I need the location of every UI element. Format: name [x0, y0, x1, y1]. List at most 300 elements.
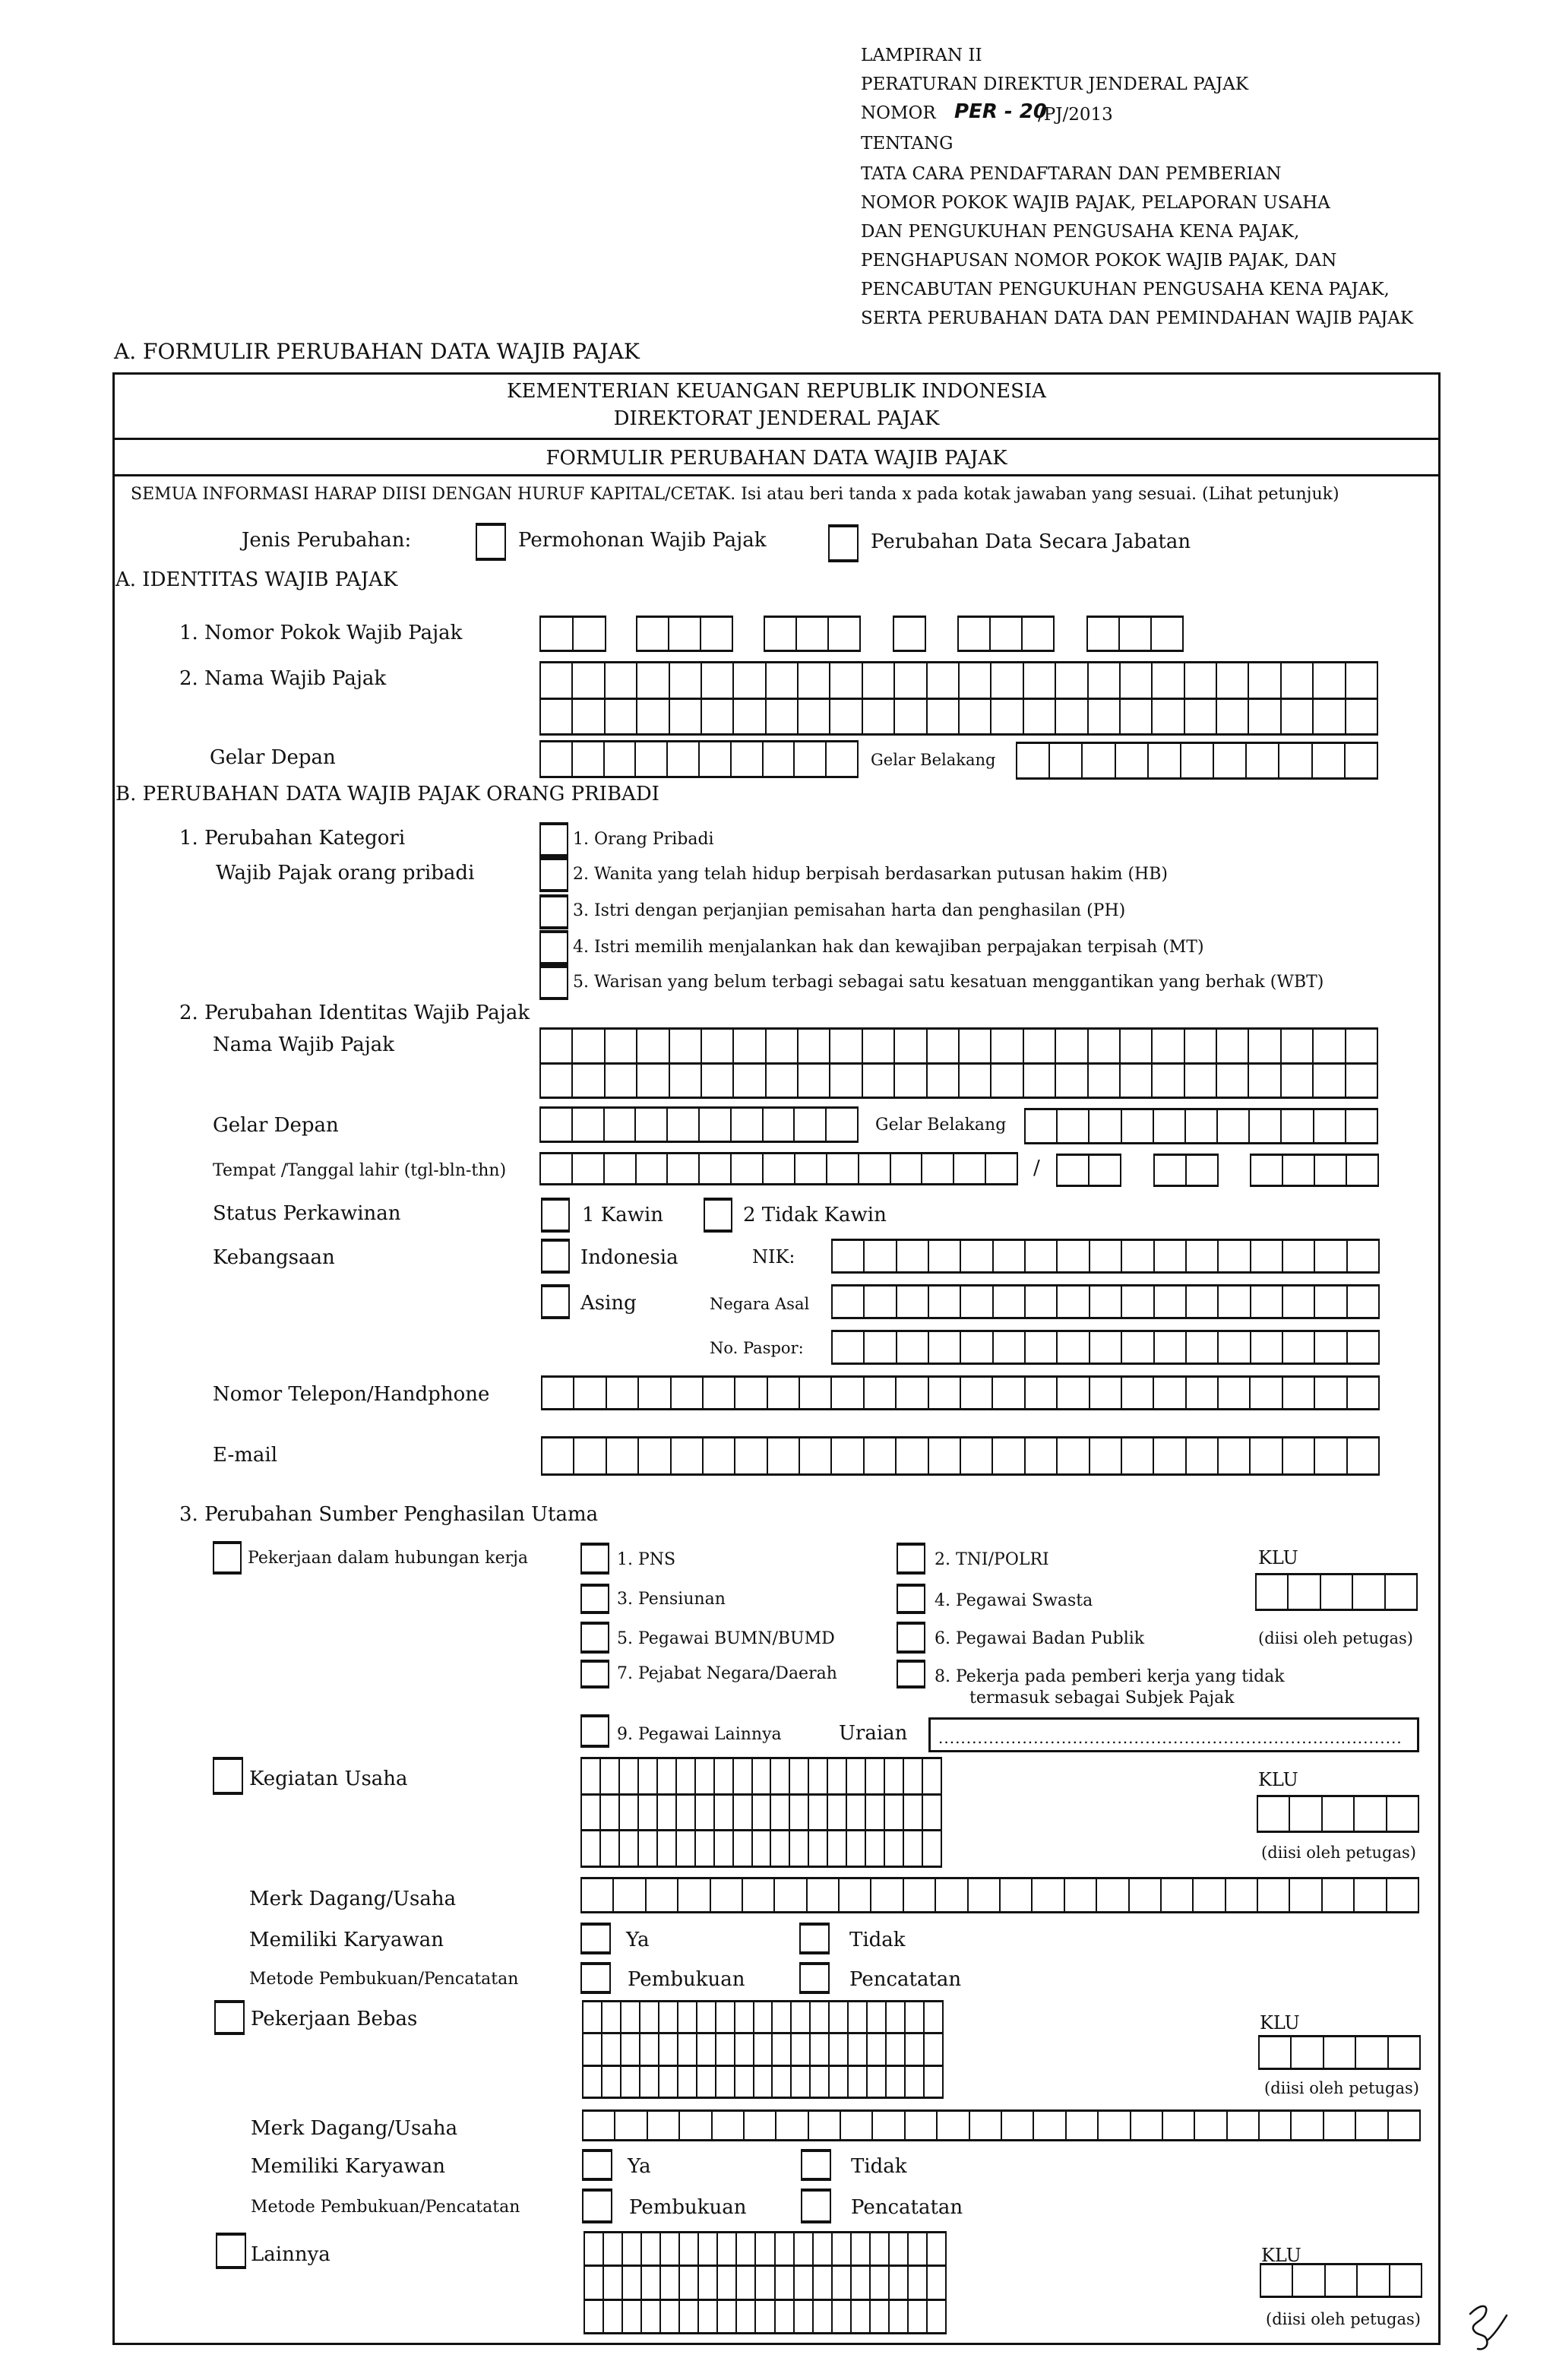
char-box[interactable]	[1187, 1378, 1219, 1410]
char-box[interactable]	[677, 1831, 696, 1868]
char-box[interactable]	[1122, 1332, 1154, 1365]
negara-asal-grid[interactable]	[831, 1284, 1380, 1319]
char-box[interactable]	[1162, 1879, 1194, 1913]
char-box[interactable]	[991, 1065, 1023, 1100]
char-box[interactable]	[1228, 2112, 1260, 2141]
char-box[interactable]	[1122, 1438, 1154, 1476]
pembukuan-checkbox-2[interactable]	[582, 2189, 612, 2223]
char-box[interactable]	[938, 2112, 969, 2141]
jabatan-checkbox[interactable]	[828, 524, 859, 562]
char-box[interactable]	[1026, 1332, 1058, 1365]
char-box[interactable]	[1226, 1879, 1258, 1913]
char-box[interactable]	[790, 1831, 809, 1868]
char-box[interactable]	[642, 2301, 661, 2334]
char-box[interactable]	[929, 1438, 961, 1476]
char-box[interactable]	[639, 1438, 671, 1476]
char-box[interactable]	[1056, 1065, 1088, 1100]
char-box[interactable]	[1282, 700, 1314, 736]
char-box[interactable]	[1195, 2112, 1227, 2141]
char-box[interactable]	[814, 2233, 833, 2267]
char-box[interactable]	[1217, 1030, 1249, 1065]
char-box[interactable]	[1346, 700, 1378, 736]
char-box[interactable]	[1026, 1438, 1058, 1476]
char-box[interactable]	[541, 1154, 573, 1185]
char-box[interactable]	[607, 1378, 639, 1410]
char-box[interactable]	[1154, 1110, 1186, 1144]
char-box[interactable]	[790, 1759, 809, 1796]
char-box[interactable]	[768, 1438, 800, 1476]
nama-wp-grid[interactable]	[539, 661, 1378, 736]
char-box[interactable]	[639, 1796, 658, 1832]
char-box[interactable]	[702, 700, 734, 736]
char-box[interactable]	[670, 700, 702, 736]
char-box[interactable]	[795, 1109, 827, 1143]
char-box[interactable]	[904, 1831, 923, 1868]
char-box[interactable]	[715, 1759, 734, 1796]
char-box[interactable]	[928, 2301, 947, 2334]
char-box[interactable]	[764, 1109, 795, 1143]
char-box[interactable]	[672, 1378, 704, 1410]
char-box[interactable]	[863, 1030, 895, 1065]
char-box[interactable]	[1001, 1879, 1033, 1913]
char-box[interactable]	[659, 2034, 678, 2066]
char-box[interactable]	[702, 1030, 734, 1065]
char-box[interactable]	[960, 1065, 991, 1100]
char-box[interactable]	[929, 1332, 961, 1365]
char-box[interactable]	[601, 1831, 620, 1868]
char-box[interactable]	[743, 1879, 775, 1913]
char-box[interactable]	[1315, 1241, 1347, 1274]
char-box[interactable]	[809, 2112, 841, 2141]
char-box[interactable]	[795, 2301, 814, 2334]
char-box[interactable]	[1283, 1241, 1315, 1274]
char-box[interactable]	[906, 2034, 925, 2066]
char-box[interactable]	[954, 1154, 986, 1185]
char-box[interactable]	[1065, 1879, 1097, 1913]
char-box[interactable]	[1282, 1030, 1314, 1065]
char-box[interactable]	[754, 2002, 773, 2034]
char-box[interactable]	[661, 2267, 680, 2300]
char-box[interactable]	[637, 663, 669, 700]
char-box[interactable]	[1056, 1030, 1088, 1065]
char-box[interactable]	[970, 2112, 1002, 2141]
char-box[interactable]	[859, 1154, 891, 1185]
npwp-group-6[interactable]	[1086, 616, 1184, 652]
karyawan-tidak-checkbox-2[interactable]	[801, 2149, 831, 2181]
char-box[interactable]	[584, 2002, 602, 2034]
char-box[interactable]	[960, 663, 991, 700]
char-box[interactable]	[833, 2301, 852, 2334]
indonesia-checkbox[interactable]	[541, 1239, 570, 1274]
char-box[interactable]	[841, 2112, 873, 2141]
karyawan-ya-checkbox-2[interactable]	[582, 2149, 612, 2181]
char-box[interactable]	[865, 1287, 897, 1319]
char-box[interactable]	[1217, 663, 1249, 700]
pembukuan-checkbox-1[interactable]	[580, 1962, 611, 1994]
char-box[interactable]	[928, 1065, 960, 1100]
char-box[interactable]	[1187, 1332, 1219, 1365]
char-box[interactable]	[642, 2233, 661, 2267]
char-box[interactable]	[904, 1759, 923, 1796]
char-box[interactable]	[1121, 700, 1153, 736]
char-box[interactable]	[735, 2034, 754, 2066]
char-box[interactable]	[640, 2067, 659, 2099]
char-box[interactable]	[994, 1241, 1026, 1274]
char-box[interactable]	[776, 2301, 795, 2334]
char-box[interactable]	[925, 2034, 944, 2066]
char-box[interactable]	[584, 2034, 602, 2066]
char-box[interactable]	[928, 1030, 960, 1065]
char-box[interactable]	[1219, 1378, 1251, 1410]
char-box[interactable]	[887, 2002, 906, 2034]
char-box[interactable]	[814, 2267, 833, 2300]
paspor-grid[interactable]	[831, 1330, 1380, 1365]
klu-grid-3[interactable]	[1258, 2035, 1421, 2070]
char-box[interactable]	[1153, 663, 1184, 700]
char-box[interactable]	[605, 1154, 637, 1185]
char-box[interactable]	[925, 2002, 944, 2034]
char-box[interactable]	[737, 2301, 756, 2334]
char-box[interactable]	[1026, 1110, 1058, 1144]
char-box[interactable]	[715, 1796, 734, 1832]
asing-checkbox[interactable]	[541, 1284, 570, 1319]
char-box[interactable]	[668, 742, 700, 778]
char-box[interactable]	[574, 1438, 606, 1476]
char-box[interactable]	[897, 1438, 928, 1476]
char-box[interactable]	[573, 700, 605, 736]
char-box[interactable]	[800, 1378, 832, 1410]
char-box[interactable]	[827, 1154, 859, 1185]
char-box[interactable]	[541, 1109, 573, 1143]
char-box[interactable]	[922, 1154, 954, 1185]
char-box[interactable]	[734, 700, 766, 736]
char-box[interactable]	[704, 1438, 735, 1476]
char-box[interactable]	[1348, 1332, 1380, 1365]
char-box[interactable]	[929, 1241, 961, 1274]
char-box[interactable]	[680, 2112, 712, 2141]
char-box[interactable]	[735, 2067, 754, 2099]
klu-grid-2[interactable]	[1257, 1795, 1419, 1833]
char-box[interactable]	[668, 1109, 700, 1143]
char-box[interactable]	[1313, 744, 1346, 780]
char-box[interactable]	[814, 2301, 833, 2334]
char-box[interactable]	[716, 2067, 735, 2099]
kegiatan-usaha-grid[interactable]	[580, 1757, 942, 1868]
kategori-checkbox-5[interactable]	[539, 965, 568, 1000]
char-box[interactable]	[1315, 1438, 1347, 1476]
char-box[interactable]	[1056, 700, 1088, 736]
char-box[interactable]	[863, 1065, 895, 1100]
char-box[interactable]	[668, 1154, 700, 1185]
char-box[interactable]	[756, 2301, 775, 2334]
char-box[interactable]	[715, 1831, 734, 1868]
char-box[interactable]	[1214, 744, 1247, 780]
char-box[interactable]	[734, 1030, 766, 1065]
char-box[interactable]	[1121, 663, 1153, 700]
char-box[interactable]	[542, 1438, 574, 1476]
char-box[interactable]	[776, 2233, 795, 2267]
char-box[interactable]	[678, 2034, 697, 2066]
char-box[interactable]	[734, 1831, 753, 1868]
char-box[interactable]	[582, 1759, 601, 1796]
char-box[interactable]	[696, 1759, 715, 1796]
char-box[interactable]	[1153, 700, 1184, 736]
char-box[interactable]	[1249, 1065, 1281, 1100]
char-box[interactable]	[832, 1378, 864, 1410]
char-box[interactable]	[866, 1796, 885, 1832]
char-box[interactable]	[702, 1065, 734, 1100]
klu-grid-1[interactable]	[1255, 1573, 1418, 1611]
char-box[interactable]	[776, 2267, 795, 2300]
char-box[interactable]	[830, 2067, 849, 2099]
char-box[interactable]	[1187, 1241, 1219, 1274]
char-box[interactable]	[960, 700, 991, 736]
tanggal-grid[interactable]	[1056, 1154, 1121, 1187]
char-box[interactable]	[1355, 1879, 1387, 1913]
job-3-checkbox[interactable]	[580, 1584, 609, 1614]
char-box[interactable]	[700, 742, 732, 778]
char-box[interactable]	[960, 1030, 991, 1065]
char-box[interactable]	[961, 1332, 993, 1365]
char-box[interactable]	[1194, 1879, 1226, 1913]
char-box[interactable]	[735, 2002, 754, 2034]
char-box[interactable]	[658, 1831, 677, 1868]
char-box[interactable]	[584, 2067, 602, 2099]
char-box[interactable]	[1282, 1065, 1314, 1100]
char-box[interactable]	[711, 1879, 743, 1913]
char-box[interactable]	[734, 1796, 753, 1832]
char-box[interactable]	[863, 700, 895, 736]
char-box[interactable]	[754, 2034, 773, 2066]
char-box[interactable]	[1024, 1030, 1056, 1065]
char-box[interactable]	[795, 2233, 814, 2267]
job-9-checkbox[interactable]	[580, 1714, 609, 1748]
char-box[interactable]	[602, 2002, 621, 2034]
kategori-checkbox-4[interactable]	[539, 930, 568, 965]
char-box[interactable]	[606, 700, 637, 736]
char-box[interactable]	[928, 663, 960, 700]
char-box[interactable]	[1090, 1438, 1122, 1476]
char-box[interactable]	[866, 1759, 885, 1796]
char-box[interactable]	[1154, 1438, 1186, 1476]
char-box[interactable]	[828, 1831, 847, 1868]
char-box[interactable]	[767, 700, 799, 736]
char-box[interactable]	[1315, 1332, 1347, 1365]
char-box[interactable]	[830, 663, 862, 700]
char-box[interactable]	[677, 1796, 696, 1832]
char-box[interactable]	[734, 663, 766, 700]
char-box[interactable]	[809, 1759, 828, 1796]
char-box[interactable]	[1050, 744, 1083, 780]
char-box[interactable]	[637, 1065, 669, 1100]
permohonan-checkbox[interactable]	[476, 523, 506, 561]
char-box[interactable]	[623, 2267, 642, 2300]
char-box[interactable]	[847, 1759, 866, 1796]
char-box[interactable]	[604, 2301, 623, 2334]
char-box[interactable]	[542, 1378, 574, 1410]
char-box[interactable]	[1089, 1065, 1121, 1100]
char-box[interactable]	[756, 2233, 775, 2267]
char-box[interactable]	[606, 663, 637, 700]
char-box[interactable]	[1163, 2112, 1195, 2141]
char-box[interactable]	[1058, 1332, 1090, 1365]
char-box[interactable]	[928, 2267, 947, 2300]
gelar-depan-grid[interactable]	[539, 740, 859, 778]
char-box[interactable]	[1026, 1241, 1058, 1274]
pekerjaan-bebas-checkbox[interactable]	[214, 2000, 245, 2035]
char-box[interactable]	[573, 1109, 605, 1143]
char-box[interactable]	[1099, 2112, 1131, 2141]
char-box[interactable]	[1181, 744, 1214, 780]
char-box[interactable]	[868, 2034, 887, 2066]
char-box[interactable]	[897, 1378, 928, 1410]
char-box[interactable]	[1387, 1879, 1419, 1913]
char-box[interactable]	[1089, 700, 1121, 736]
char-box[interactable]	[1155, 1332, 1187, 1365]
char-box[interactable]	[541, 700, 573, 736]
char-box[interactable]	[840, 1879, 871, 1913]
char-box[interactable]	[771, 1759, 790, 1796]
char-box[interactable]	[1122, 1241, 1154, 1274]
char-box[interactable]	[1024, 700, 1056, 736]
char-box[interactable]	[620, 1759, 639, 1796]
char-box[interactable]	[865, 1332, 897, 1365]
char-box[interactable]	[620, 1831, 639, 1868]
char-box[interactable]	[718, 2301, 737, 2334]
char-box[interactable]	[678, 1879, 710, 1913]
bulan-grid[interactable]	[1153, 1154, 1219, 1187]
char-box[interactable]	[768, 1378, 800, 1410]
char-box[interactable]	[928, 2233, 947, 2267]
char-box[interactable]	[541, 1065, 573, 1100]
char-box[interactable]	[871, 2301, 890, 2334]
lainnya-grid[interactable]	[584, 2231, 947, 2334]
char-box[interactable]	[640, 2002, 659, 2034]
char-box[interactable]	[923, 1759, 942, 1796]
char-box[interactable]	[1356, 2112, 1388, 2141]
merk-grid-1[interactable]	[580, 1877, 1419, 1913]
char-box[interactable]	[1348, 1287, 1380, 1319]
char-box[interactable]	[718, 2233, 737, 2267]
char-box[interactable]	[574, 1378, 606, 1410]
npwp-group-5[interactable]	[957, 616, 1055, 652]
email-grid[interactable]	[541, 1436, 1380, 1476]
char-box[interactable]	[897, 1241, 929, 1274]
char-box[interactable]	[1346, 1110, 1378, 1144]
char-box[interactable]	[753, 1759, 772, 1796]
char-box[interactable]	[1185, 1030, 1217, 1065]
char-box[interactable]	[800, 1438, 832, 1476]
char-box[interactable]	[636, 1109, 668, 1143]
char-box[interactable]	[1155, 1241, 1187, 1274]
job-7-checkbox[interactable]	[580, 1660, 609, 1688]
merk-grid-2[interactable]	[582, 2109, 1421, 2141]
char-box[interactable]	[623, 2233, 642, 2267]
char-box[interactable]	[873, 2112, 905, 2141]
char-box[interactable]	[1315, 1287, 1347, 1319]
lainnya-checkbox[interactable]	[216, 2233, 246, 2269]
char-box[interactable]	[1260, 2112, 1292, 2141]
kategori-checkbox-3[interactable]	[539, 894, 568, 929]
char-box[interactable]	[833, 1287, 865, 1319]
char-box[interactable]	[1324, 2112, 1356, 2141]
char-box[interactable]	[830, 2034, 849, 2066]
char-box[interactable]	[713, 2112, 745, 2141]
char-box[interactable]	[1002, 2112, 1034, 2141]
char-box[interactable]	[847, 1796, 866, 1832]
char-box[interactable]	[1346, 744, 1378, 780]
char-box[interactable]	[809, 1796, 828, 1832]
char-box[interactable]	[808, 1879, 840, 1913]
char-box[interactable]	[863, 663, 895, 700]
char-box[interactable]	[991, 700, 1023, 736]
char-box[interactable]	[799, 663, 830, 700]
char-box[interactable]	[1122, 1287, 1154, 1319]
char-box[interactable]	[795, 742, 827, 778]
gelar-belakang-grid[interactable]	[1016, 742, 1378, 780]
char-box[interactable]	[647, 1879, 678, 1913]
char-box[interactable]	[582, 1879, 614, 1913]
char-box[interactable]	[929, 1287, 961, 1319]
char-box[interactable]	[734, 1759, 753, 1796]
char-box[interactable]	[1348, 1241, 1380, 1274]
char-box[interactable]	[1024, 663, 1056, 700]
char-box[interactable]	[1315, 1378, 1347, 1410]
char-box[interactable]	[753, 1796, 772, 1832]
char-box[interactable]	[1026, 1287, 1058, 1319]
char-box[interactable]	[1058, 1287, 1090, 1319]
char-box[interactable]	[623, 2301, 642, 2334]
char-box[interactable]	[670, 1065, 702, 1100]
char-box[interactable]	[541, 742, 573, 778]
char-box[interactable]	[1323, 1879, 1355, 1913]
char-box[interactable]	[885, 1796, 904, 1832]
char-box[interactable]	[795, 2267, 814, 2300]
char-box[interactable]	[852, 2301, 871, 2334]
char-box[interactable]	[830, 1030, 862, 1065]
char-box[interactable]	[871, 1879, 903, 1913]
nik-grid[interactable]	[831, 1239, 1380, 1274]
kategori-checkbox-2[interactable]	[539, 857, 568, 892]
char-box[interactable]	[1122, 1110, 1154, 1144]
char-box[interactable]	[868, 2067, 887, 2099]
char-box[interactable]	[1219, 1241, 1251, 1274]
char-box[interactable]	[991, 1030, 1023, 1065]
char-box[interactable]	[1185, 663, 1217, 700]
char-box[interactable]	[1033, 1879, 1064, 1913]
char-box[interactable]	[584, 2112, 615, 2141]
char-box[interactable]	[895, 663, 927, 700]
npwp-group-1[interactable]	[539, 616, 606, 652]
char-box[interactable]	[828, 1796, 847, 1832]
char-box[interactable]	[961, 1241, 993, 1274]
char-box[interactable]	[895, 700, 927, 736]
char-box[interactable]	[1217, 700, 1249, 736]
char-box[interactable]	[904, 1879, 936, 1913]
char-box[interactable]	[637, 1154, 669, 1185]
char-box[interactable]	[832, 1438, 864, 1476]
char-box[interactable]	[678, 2002, 697, 2034]
char-box[interactable]	[1346, 1030, 1378, 1065]
char-box[interactable]	[1283, 1332, 1315, 1365]
char-box[interactable]	[716, 2002, 735, 2034]
char-box[interactable]	[866, 1831, 885, 1868]
char-box[interactable]	[1089, 663, 1121, 700]
char-box[interactable]	[1251, 1332, 1283, 1365]
char-box[interactable]	[827, 1109, 859, 1143]
char-box[interactable]	[697, 2034, 716, 2066]
char-box[interactable]	[928, 700, 960, 736]
